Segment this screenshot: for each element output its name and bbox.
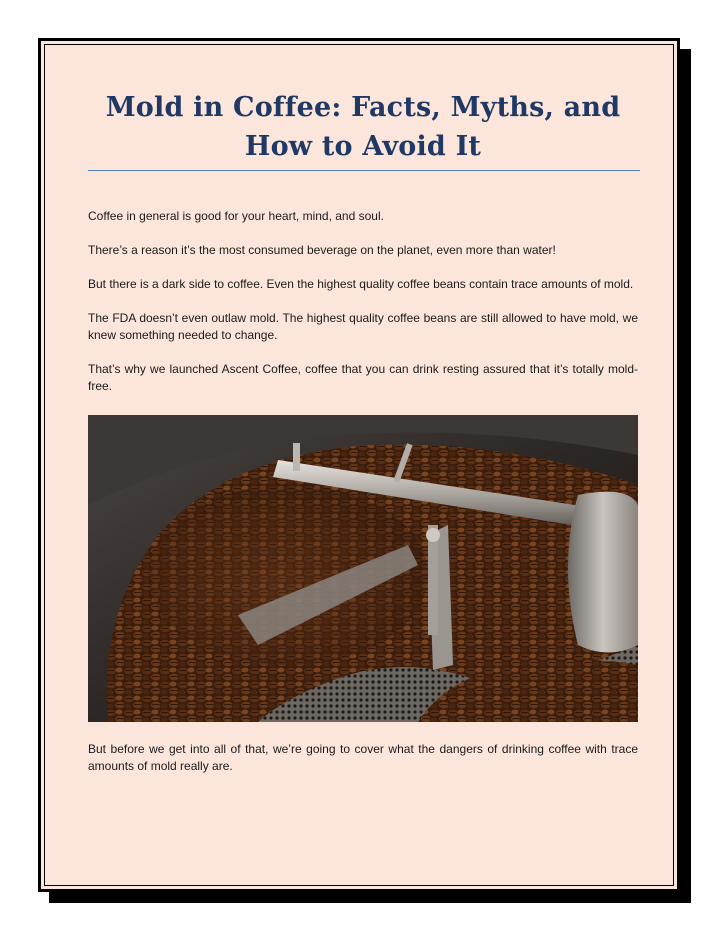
paragraph: But before we get into all of that, we’re going to cover what the dangers of drinking coffee with trace amounts of mold really are. [88,742,638,773]
paragraph: But there is a dark side to coffee. Even the highest quality coffee beans contain trace amounts of mold. [88,277,634,291]
title-underline [88,170,640,171]
paragraph: There’s a reason it’s the most consumed beverage on the planet, even more than water! [88,243,556,257]
paragraph: Coffee in general is good for your heart, mind, and soul. [88,209,384,223]
coffee-roaster-photo [88,415,638,722]
page-frame [38,38,680,892]
page-title: Mold in Coffee: Facts, Myths, and How to Avoid It [105,92,621,162]
paragraph: That’s why we launched Ascent Coffee, coffee that you can drink resting assured that it’s totally mold-free. [88,362,638,393]
page-content [88,88,638,775]
paragraph: The FDA doesn’t even outlaw mold. The highest quality coffee beans are still allowed to have mold, we knew something needed to change. [88,311,638,342]
